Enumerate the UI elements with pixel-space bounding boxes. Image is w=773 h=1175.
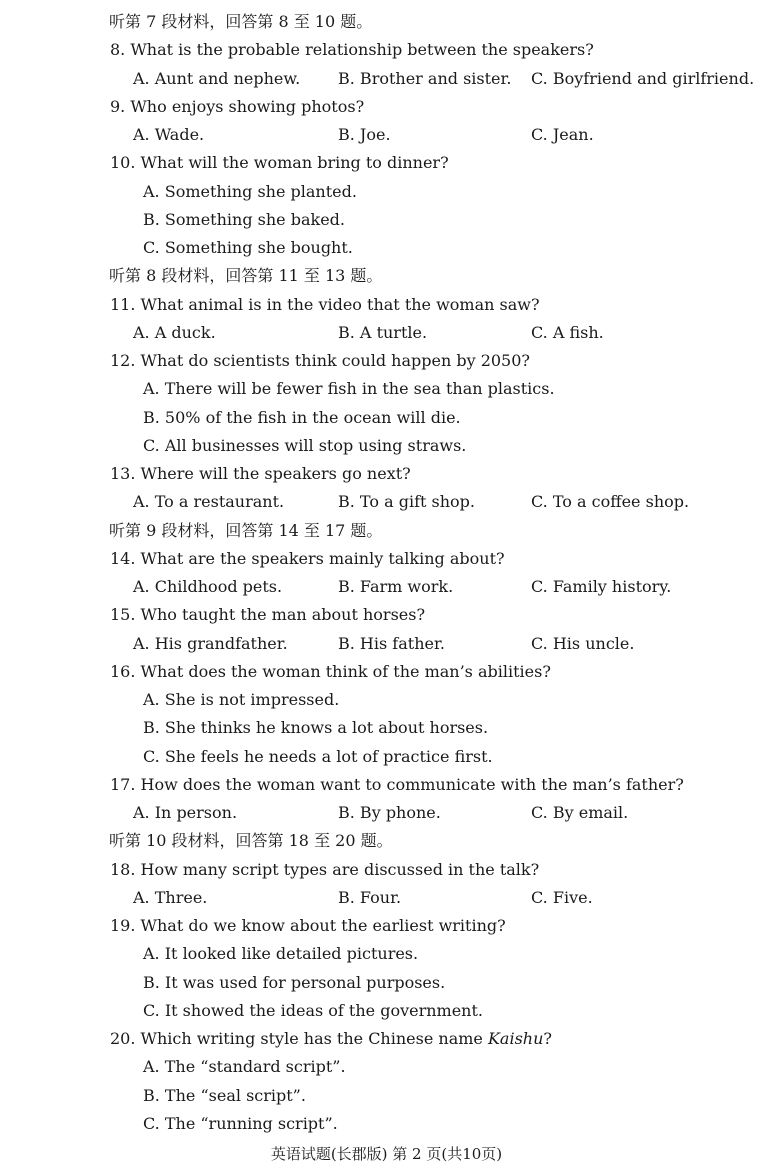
- question-text-italic: Kaishu: [487, 1029, 544, 1048]
- options-row: [0, 630, 773, 658]
- option-c: C. To a coffee shop.: [531, 492, 690, 512]
- question-number: 18.: [110, 859, 136, 879]
- section-header: 听第 10 段材料，回答第 18 至 20 题。: [109, 831, 393, 851]
- question-stem: [0, 601, 773, 629]
- question-number: 10.: [110, 153, 136, 173]
- question-stem: [0, 291, 773, 319]
- question-stem: [0, 347, 773, 375]
- option-c: C. The “running script”.: [143, 1113, 338, 1133]
- question-number: 14.: [110, 548, 136, 568]
- question-text: Where will the speakers go next?: [140, 464, 411, 483]
- option-a: A. To a restaurant.: [133, 492, 285, 512]
- question-text: What is the probable relationship between the speakers?: [130, 40, 594, 60]
- question-number: 16.: [110, 661, 136, 681]
- question-text: What do scientists think could happen by 2050?: [140, 351, 530, 370]
- option-b: B. A turtle.: [338, 322, 428, 342]
- question-text: What do we know about the earliest writing?: [140, 916, 506, 935]
- options-row: [0, 121, 773, 149]
- question-stem: [0, 856, 773, 884]
- question-text: What will the woman bring to dinner?: [140, 153, 449, 173]
- option-b: B. The “seal script”.: [143, 1085, 306, 1105]
- exam-page: [0, 8, 773, 1138]
- option-b: B. His father.: [338, 633, 445, 653]
- question-text: How many script types are discussed in the talk?: [140, 859, 540, 879]
- question-number: 8.: [110, 40, 126, 60]
- question-stem: [0, 36, 773, 64]
- question-text: What animal is in the video that the woman saw?: [140, 294, 540, 314]
- question-stem: [0, 771, 773, 799]
- question-stem: [0, 149, 773, 177]
- question-text: Which writing style has the Chinese name: [140, 1029, 488, 1048]
- question-number: 20.: [110, 1029, 136, 1048]
- question-number: 9.: [110, 96, 126, 116]
- question-stem: [0, 93, 773, 121]
- options-row: [0, 799, 773, 827]
- question-number: 11.: [110, 294, 136, 314]
- option-b: B. It was used for personal purposes.: [143, 972, 446, 992]
- question-number: 13.: [110, 464, 136, 483]
- question-stem: [0, 658, 773, 686]
- option-b: B. Something she baked.: [143, 209, 345, 229]
- option-a: A. A duck.: [133, 322, 216, 342]
- options-row: [0, 573, 773, 601]
- question-number: 19.: [110, 916, 136, 935]
- question-stem: [0, 460, 773, 488]
- option-b: B. She thinks he knows a lot about horses.: [143, 718, 489, 738]
- option-a: A. Childhood pets.: [133, 577, 283, 596]
- page-footer: 英语试题(长郡版) 第 2 页(共10页): [270, 1145, 503, 1163]
- option-c: C. Something she bought.: [143, 238, 353, 257]
- option-a: A. Aunt and nephew.: [133, 68, 301, 88]
- option-c: C. Five.: [531, 887, 593, 907]
- option-b: B. Four.: [338, 887, 402, 907]
- option-b: B. By phone.: [338, 803, 441, 822]
- option-b: B. Farm work.: [338, 577, 454, 596]
- question-stem: [0, 1025, 773, 1053]
- option-c: C. A fish.: [531, 322, 604, 342]
- question-text: How does the woman want to communicate with the man’s father?: [140, 774, 684, 794]
- option-a: A. Three.: [133, 887, 208, 907]
- option-c: C. Family history.: [531, 577, 672, 596]
- question-number: 17.: [110, 774, 136, 794]
- option-a: A. In person.: [133, 803, 238, 822]
- option-a: A. There will be fewer fish in the sea than plastics.: [143, 379, 555, 399]
- option-c: C. Boyfriend and girlfriend.: [531, 68, 755, 88]
- option-c: C. It showed the ideas of the government.: [143, 1000, 483, 1020]
- question-text: Who enjoys showing photos?: [130, 96, 365, 116]
- option-c: C. All businesses will stop using straws.: [143, 435, 467, 455]
- option-b: B. Brother and sister.: [338, 68, 512, 88]
- question-text: What does the woman think of the man’s abilities?: [140, 661, 551, 681]
- question-stem: [0, 912, 773, 940]
- question-text-end: ?: [543, 1029, 552, 1048]
- options-row: [0, 319, 773, 347]
- option-a: A. She is not impressed.: [143, 690, 340, 709]
- options-row: [0, 65, 773, 93]
- option-a: A. His grandfather.: [133, 633, 288, 653]
- option-a: A. It looked like detailed pictures.: [143, 944, 419, 964]
- section-header: 听第 9 段材料，回答第 14 至 17 题。: [109, 520, 383, 540]
- section-header: 听第 7 段材料，回答第 8 至 10 题。: [109, 12, 373, 31]
- option-c: C. His uncle.: [531, 633, 635, 653]
- question-text: What are the speakers mainly talking about?: [140, 548, 505, 568]
- option-a: A. Something she planted.: [143, 181, 357, 201]
- question-stem: [0, 545, 773, 573]
- section-header: 听第 8 段材料，回答第 11 至 13 题。: [109, 266, 383, 286]
- option-b: B. Joe.: [338, 125, 391, 144]
- option-a: A. Wade.: [133, 125, 205, 144]
- option-c: C. By email.: [531, 803, 629, 822]
- option-c: C. Jean.: [531, 125, 594, 144]
- question-number: 12.: [110, 351, 136, 370]
- question-number: 15.: [110, 605, 136, 625]
- question-text: Who taught the man about horses?: [140, 605, 426, 625]
- options-row: [0, 488, 773, 516]
- option-b: B. 50% of the fish in the ocean will die.: [143, 407, 461, 427]
- options-row: [0, 884, 773, 912]
- option-b: B. To a gift shop.: [338, 492, 475, 512]
- option-a: A. The “standard script”.: [143, 1057, 346, 1077]
- option-c: C. She feels he needs a lot of practice first.: [143, 746, 493, 766]
